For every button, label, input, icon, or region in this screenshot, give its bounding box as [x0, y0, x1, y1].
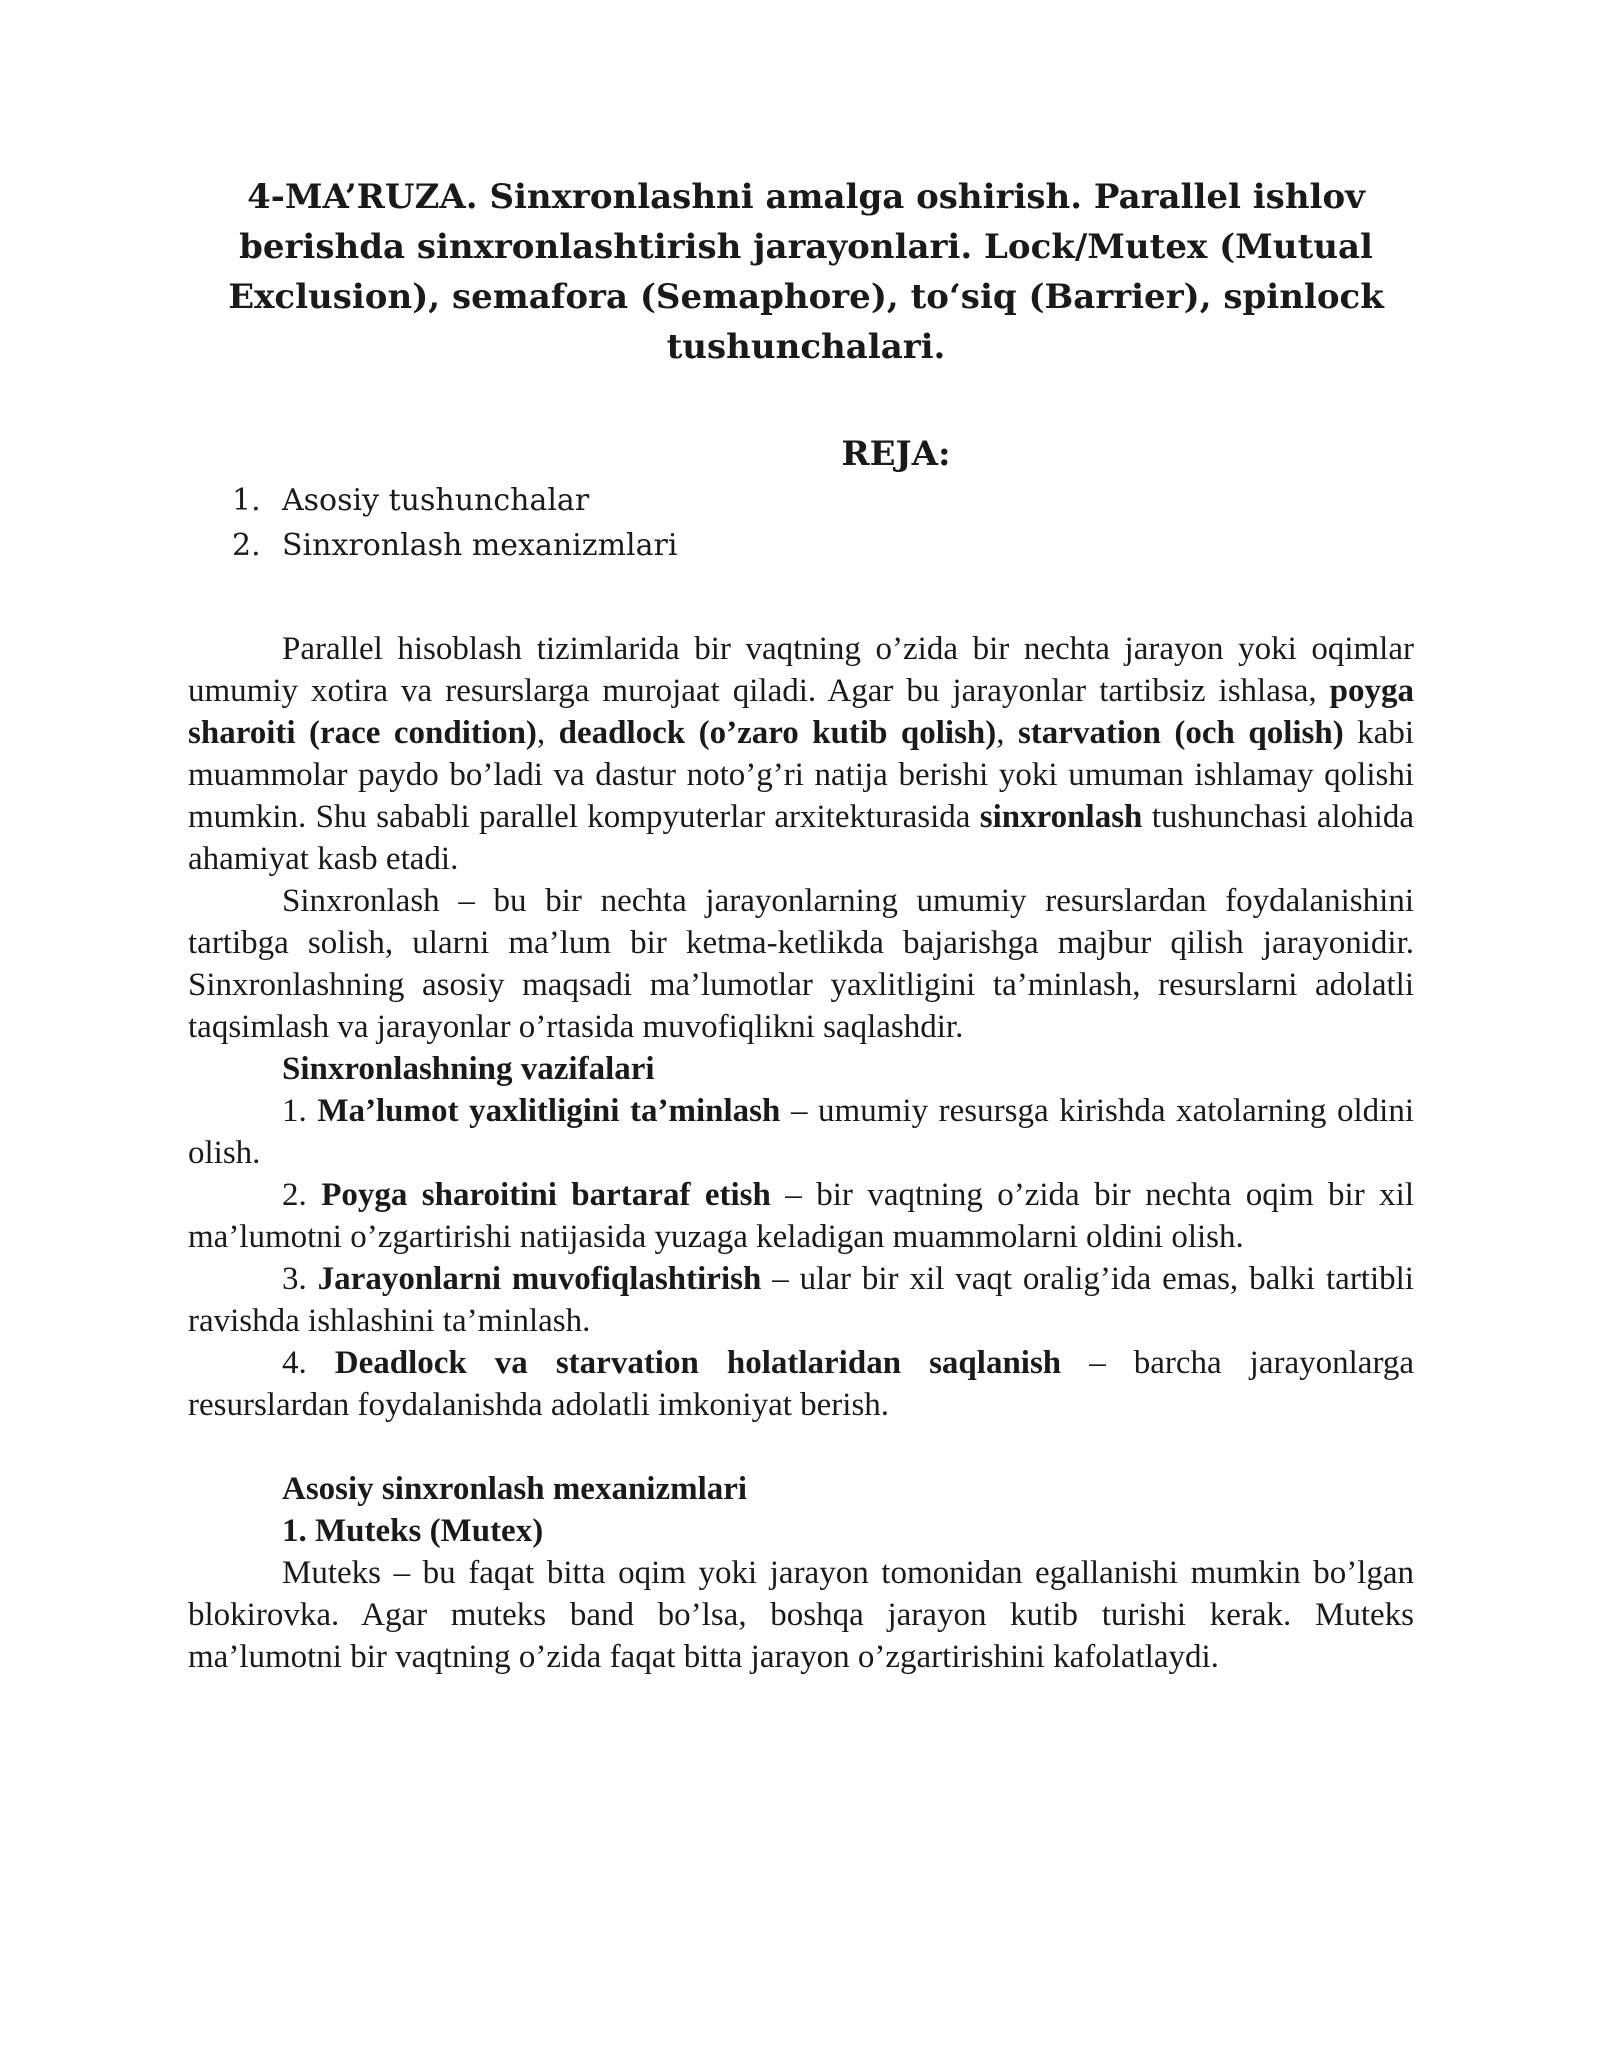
- plan-item: [232, 523, 1414, 568]
- task-title: Ma’lumot yaxlitligini ta’minlash: [317, 1093, 781, 1129]
- document-body: [188, 628, 1414, 1678]
- plan-item-label: Sinxronlash mexanizmlari: [282, 528, 678, 563]
- text-run: kabi muammolar paydo bo’ladi va dastur noto’g’ri natija berishi yoki umuman ishlamay qolishi mumkin. Shu sababli parallel kompyuterlar arxitekturasida: [188, 715, 1414, 835]
- task-title: Jarayonlarni muvofiqlashtirish: [317, 1261, 762, 1297]
- task-item: [188, 1090, 1414, 1174]
- task-number: 2.: [282, 1177, 322, 1213]
- task-text: – bir vaqtning o’zida bir nechta oqim bir xil ma’lumotni o’zgartirishi natijasida yuzaga keladigan muammolarni oldini olish.: [188, 1177, 1414, 1255]
- task-title: Poyga sharoitini bartaraf etish: [321, 1177, 771, 1213]
- document-page: [188, 172, 1414, 1678]
- text-run: ,: [536, 715, 559, 751]
- task-item: [188, 1174, 1414, 1258]
- plan-item-number: 2.: [232, 528, 261, 563]
- mechanisms-heading: Asosiy sinxronlash mexanizmlari: [282, 1471, 748, 1507]
- plan-list: [188, 478, 1414, 568]
- task-number: 3.: [282, 1261, 318, 1297]
- bold-term: sinxronlash: [979, 799, 1143, 835]
- mutex-heading: 1. Muteks (Mutex): [282, 1513, 544, 1549]
- text-run: tushunchasi alohida ahamiyat kasb etadi.: [188, 799, 1414, 877]
- lecture-title: 4-MA’RUZA. Sinxronlashni amalga oshirish. Parallel ishlov berishda sinxronlashtirish jarayonlari. Lock/Mutex (Mutual Exclusion), semafora (Semaphore), to‘siq (Barrier), spinlock tushunchalari.: [228, 177, 1384, 367]
- plan-item: [232, 478, 1414, 523]
- intro-paragraph: [188, 628, 1414, 880]
- task-item: [188, 1258, 1414, 1342]
- task-item: [188, 1342, 1414, 1426]
- plan-item-number: 1.: [232, 483, 261, 518]
- plan-heading: REJA:: [841, 434, 951, 474]
- tasks-heading: Sinxronlashning vazifalari: [282, 1051, 655, 1087]
- bold-term: poyga sharoiti (race condition): [188, 673, 1414, 751]
- definition-paragraph: Sinxronlash – bu bir nechta jarayonlarning umumiy resurslardan foydalanishini tartibga solish, ularni ma’lum bir ketma-ketlikda bajarishga majbur qilish jarayonidir. Sinxronlashning asosiy maqsadi ma’lumotlar yaxlitligini ta’minlash, resurslarni adolatli taqsimlash va jarayonlar o’rtasida muvofiqlikni saqlashdir.: [188, 883, 1414, 1045]
- task-text: – ular bir xil vaqt oralig’ida emas, balki tartibli ravishda ishlashini ta’minlash.: [188, 1261, 1414, 1339]
- plan-item-label: Asosiy tushunchalar: [282, 483, 590, 518]
- mutex-paragraph: Muteks – bu faqat bitta oqim yoki jarayon tomonidan egallanishi mumkin bo’lgan blokirovka. Agar muteks band bo’lsa, boshqa jarayon kutib turishi kerak. Muteks ma’lumotni bir vaqtning o’zida faqat bitta jarayon o’zgartirishini kafolatlaydi.: [188, 1555, 1414, 1675]
- text-run: Parallel hisoblash tizimlarida bir vaqtning o’zida bir nechta jarayon yoki oqimlar umumiy xotira va resurslarga murojaat qiladi. Agar bu jarayonlar tartibsiz ishlasa,: [188, 631, 1414, 709]
- task-title: Deadlock va starvation holatlaridan saqlanish: [334, 1345, 1062, 1381]
- bold-term: deadlock (o’zaro kutib qolish): [558, 715, 997, 751]
- task-number: 1.: [282, 1093, 318, 1129]
- task-number: 4.: [282, 1345, 335, 1381]
- task-text: – barcha jarayonlarga resurslardan foydalanishda adolatli imkoniyat berish.: [188, 1345, 1414, 1423]
- bold-term: starvation (och qolish): [1017, 715, 1344, 751]
- task-text: – umumiy resursga kirishda xatolarning oldini olish.: [188, 1093, 1414, 1171]
- spacer: [188, 1426, 1414, 1468]
- text-run: ,: [996, 715, 1018, 751]
